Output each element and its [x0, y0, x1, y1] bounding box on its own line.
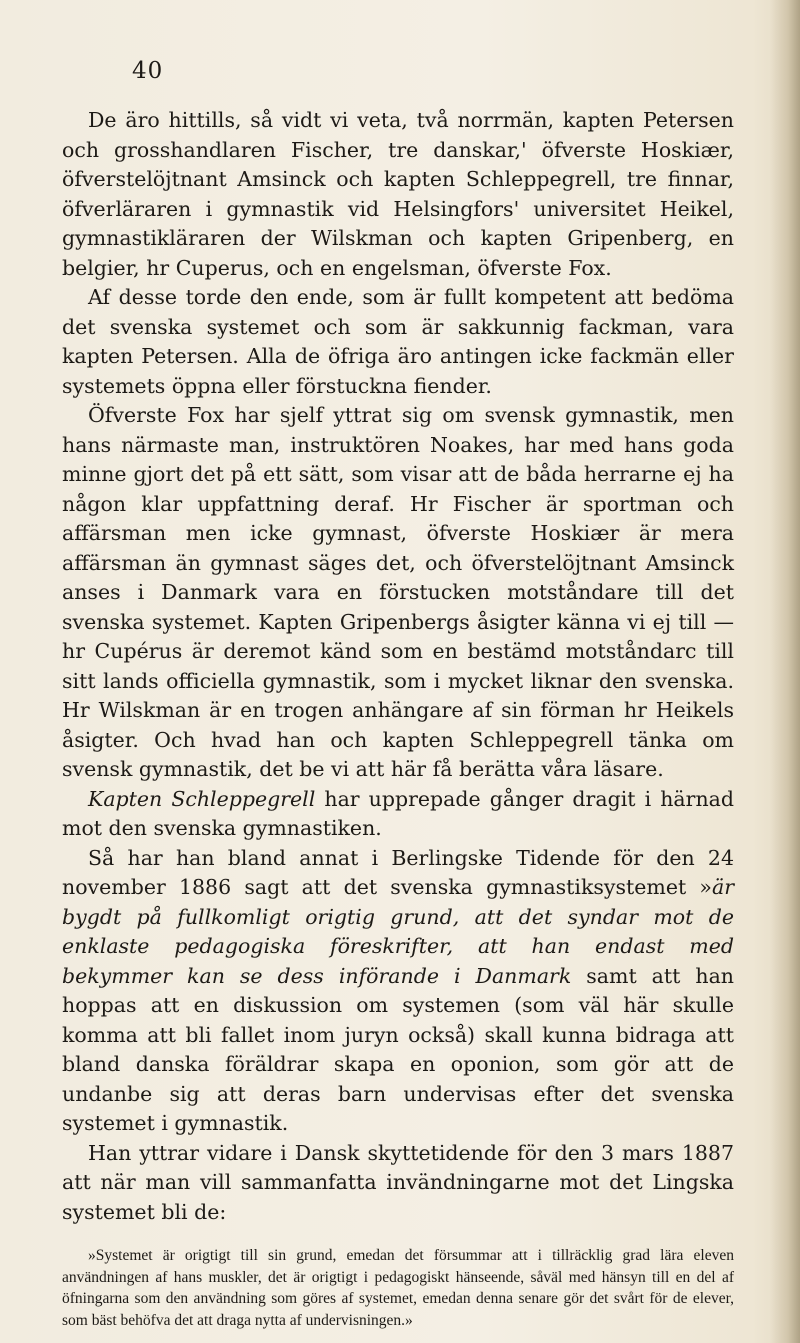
italic-name: Kapten Schleppegrell	[88, 786, 316, 811]
paragraph-4-rest: har upprepade gånger dragit i härnad mot den svenska gymnastiken.	[62, 786, 734, 840]
paragraph-6: Han yttrar vidare i Dansk skyttetidende för den 3 mars 1887 att när man vill sammanfatta invändningarne mot det Lingska systemet bli de:	[62, 1140, 734, 1224]
paragraph-1: De äro hittills, så vidt vi veta, två norrmän, kapten Petersen och grosshandlaren Fischer, tre danskar,' öfverste Hoskiær, öfverstelöjtnant Amsinck och kapten Schleppegrell, tre finnar, öfverläraren i gymnastik vid Helsingfors' universitet Heikel, gymnastikläraren der Wilskman och kapten Gripenberg, en belgier, hr Cuperus, och en engelsman, öfverste Fox.	[62, 108, 734, 280]
page-edge-shadow	[770, 0, 800, 1343]
block-quote: »Systemet är origtigt till sin grund, emedan det försummar att i tillräcklig grad lära eleven användningen af hans muskler, det är origtigt i pedagogiskt hänseende, såväl med hänsyn till en del af öfningarna som den användning som göres af systemet, emedan denna senare gör det svårt för de elever, som bäst behöfva det att draga nytta af undervisningen.»	[62, 1247, 734, 1329]
page-number: 40	[132, 58, 164, 84]
main-text	[62, 106, 734, 1331]
paragraph-2: Af desse torde den ende, som är fullt kompetent att bedöma det svenska systemet och som är sakkunnig fackman, vara kapten Petersen. Alla de öfriga äro antingen icke fackmän eller systemets öppna eller förstuckna fiender.	[62, 285, 734, 398]
paragraph-4	[62, 785, 734, 844]
paragraph-5-lead: Så har han bland annat i Berlingske Tidende för den 24 november 1886 sagt att det svenska gymnastiksystemet »	[62, 845, 734, 899]
paragraph-5-italic-quote: är bygdt på fullkomligt origtig grund, att det syndar mot de enklaste pedagogiska föreskrifter, att han endast med bekymmer kan se dess införande i Danmark	[62, 875, 734, 988]
paragraph-5	[62, 844, 734, 1139]
paragraph-3: Öfverste Fox har sjelf yttrat sig om svensk gymnastik, men hans närmaste man, instruktören Noakes, har med hans goda minne gjort det på ett sätt, som visar att de båda herrarne ej ha någon klar uppfattning deraf. Hr Fischer är sportman och affärsman men icke gymnast, öfverste Hoskiær är mera affärsman än gymnast säges det, och öfverstelöjtnant Amsinck anses i Danmark vara en förstucken motståndare till det svenska systemet. Kapten Gripenbergs åsigter känna vi ej till — hr Cupérus är deremot känd som en bestämd motståndarc till sitt lands officiella gymnastik, som i mycket liknar den svenska. Hr Wilskman är en trogen anhängare af sin förman hr Heikels åsigter. Och hvad han och kapten Schleppegrell tänka om svensk gymnastik, det be vi att här få berätta våra läsare.	[62, 403, 734, 781]
paragraph-5-rest: samt att han hoppas att en diskussion om systemen (som väl här skulle komma att bli fallet inom juryn också) skall kunna bidraga att bland danska föräldrar skapa en oponion, som gör att de undanbe sig att deras barn undervisas efter det svenska systemet i gymnastik.	[62, 963, 734, 1135]
